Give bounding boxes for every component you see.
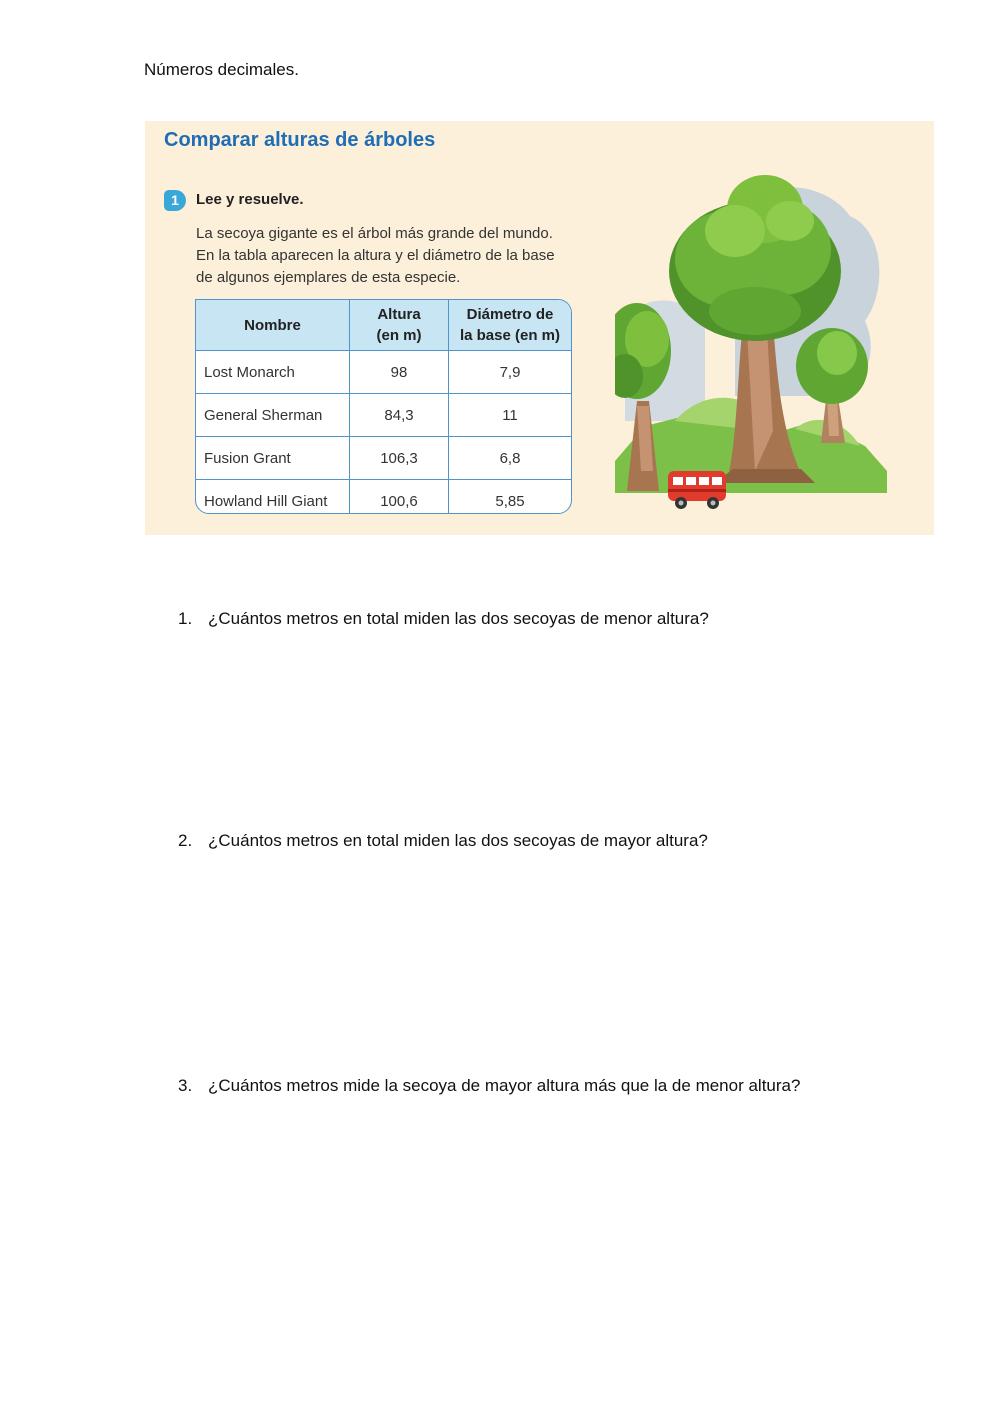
table-row xyxy=(196,437,571,480)
cell-diameter: 5,85 xyxy=(449,480,572,515)
question-item xyxy=(178,609,709,629)
cell-diameter: 7,9 xyxy=(449,351,572,394)
table-row xyxy=(196,351,571,394)
table-row xyxy=(196,480,571,515)
cell-name: Howland Hill Giant xyxy=(196,480,350,515)
header-nombre: Nombre xyxy=(196,300,350,351)
question-number: 1. xyxy=(178,609,193,628)
cell-diameter: 6,8 xyxy=(449,437,572,480)
cell-height: 84,3 xyxy=(350,394,449,437)
table-row xyxy=(196,394,571,437)
intro-line: de algunos ejemplares de esta especie. xyxy=(196,269,461,286)
exercise-card xyxy=(145,121,934,535)
intro-line: La secoya gigante es el árbol más grande del mundo. xyxy=(196,225,553,242)
step-title: Lee y resuelve. xyxy=(196,191,304,208)
card-title: Comparar alturas de árboles xyxy=(164,129,436,151)
question-text: ¿Cuántos metros en total miden las dos secoyas de menor altura? xyxy=(208,609,709,628)
cell-height: 100,6 xyxy=(350,480,449,515)
cell-name: Lost Monarch xyxy=(196,351,350,394)
question-item xyxy=(178,1076,800,1096)
sequoia-table xyxy=(195,299,572,514)
intro-text xyxy=(196,223,581,289)
header-diametro: Diámetro de la base (en m) xyxy=(449,300,572,351)
header-altura: Altura (en m) xyxy=(350,300,449,351)
question-number: 2. xyxy=(178,831,193,850)
cell-diameter: 11 xyxy=(449,394,572,437)
document-title: Números decimales. xyxy=(144,60,299,79)
table-header-row xyxy=(196,300,571,351)
question-text: ¿Cuántos metros mide la secoya de mayor altura más que la de menor altura? xyxy=(208,1076,801,1095)
question-item xyxy=(178,831,708,851)
cell-name: Fusion Grant xyxy=(196,437,350,480)
cell-name: General Sherman xyxy=(196,394,350,437)
question-text: ¿Cuántos metros en total miden las dos secoyas de mayor altura? xyxy=(208,831,708,850)
intro-line: En la tabla aparecen la altura y el diámetro de la base xyxy=(196,247,555,264)
cell-height: 98 xyxy=(350,351,449,394)
step-number-badge: 1 xyxy=(164,190,186,211)
sequoia-trees-illustration xyxy=(615,171,887,516)
cell-height: 106,3 xyxy=(350,437,449,480)
question-number: 3. xyxy=(178,1076,193,1095)
